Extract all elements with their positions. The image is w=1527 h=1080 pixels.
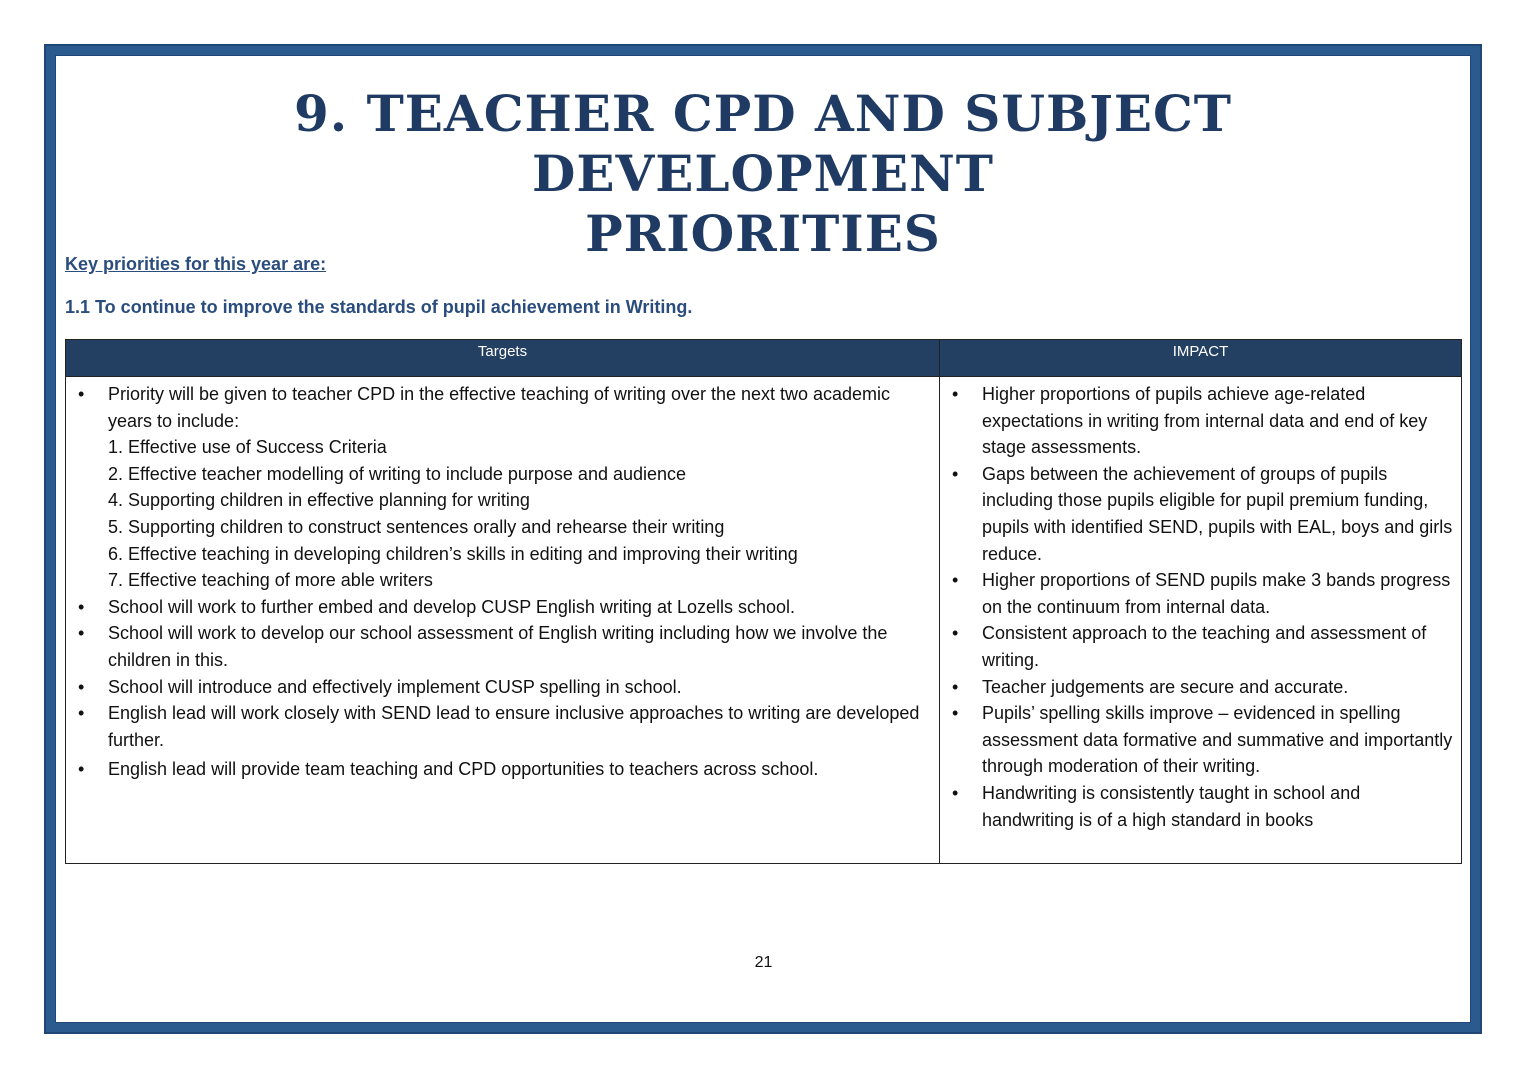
target-text: School will work to further embed and develop CUSP English writing at Lozells school. bbox=[108, 596, 796, 617]
targets-list bbox=[74, 381, 931, 783]
bullet-icon: • bbox=[78, 623, 85, 644]
bullet-icon: • bbox=[78, 596, 85, 617]
list-item bbox=[74, 674, 931, 701]
list-item bbox=[74, 700, 931, 753]
sub-item: 1. Effective use of Success Criteria bbox=[108, 437, 387, 458]
list-item bbox=[74, 594, 931, 621]
target-text: Priority will be given to teacher CPD in the effective teaching of writing over the next two academic years to include: bbox=[108, 384, 891, 431]
target-text: English lead will provide team teaching and CPD opportunities to teachers across school. bbox=[108, 759, 819, 780]
page-title bbox=[56, 84, 1470, 264]
list-item bbox=[948, 780, 1453, 833]
impact-text: Pupils’ spelling skills improve – evidenced in spelling assessment data formative and summative and importantly through moderation of their writing. bbox=[982, 703, 1453, 777]
targets-cell bbox=[66, 377, 940, 864]
sub-item: 5. Supporting children to construct sentences orally and rehearse their writing bbox=[108, 516, 725, 537]
bullet-icon: • bbox=[952, 463, 959, 484]
table-row bbox=[66, 377, 1462, 864]
impact-text: Higher proportions of pupils achieve age-related expectations in writing from internal data and end of key stage assessments. bbox=[982, 384, 1428, 458]
bullet-icon: • bbox=[78, 384, 85, 404]
bullet-icon: • bbox=[78, 759, 85, 780]
list-item bbox=[948, 567, 1453, 620]
list-item bbox=[948, 461, 1453, 567]
sub-item: 6. Effective teaching in developing children’s skills in editing and improving their writing bbox=[108, 543, 798, 564]
impact-text: Gaps between the achievement of groups of pupils including those pupils eligible for pupil premium funding, pupils with identified SEND, pupils with EAL, boys and girls reduce. bbox=[982, 463, 1453, 564]
impact-text: Higher proportions of SEND pupils make 3 bands progress on the continuum from internal data. bbox=[982, 570, 1451, 617]
list-item bbox=[948, 700, 1453, 780]
list-item bbox=[948, 620, 1453, 673]
page-number: 21 bbox=[754, 954, 773, 971]
list-item bbox=[74, 381, 931, 594]
targets-column-header: Targets bbox=[66, 340, 940, 377]
impact-text: Teacher judgements are secure and accurate. bbox=[982, 676, 1349, 697]
impact-text: Handwriting is consistently taught in school and handwriting is of a high standard in books bbox=[982, 782, 1361, 830]
list-item bbox=[948, 674, 1453, 701]
list-item bbox=[74, 620, 931, 673]
target-text: School will work to develop our school assessment of English writing including how we involve the children in this. bbox=[108, 623, 888, 670]
impact-text: Consistent approach to the teaching and assessment of writing. bbox=[982, 623, 1427, 670]
priority-subheading: 1.1 To continue to improve the standards of pupil achievement in Writing. bbox=[65, 297, 693, 317]
list-item bbox=[74, 756, 931, 783]
bullet-icon: • bbox=[952, 384, 959, 404]
target-text: English lead will work closely with SEND lead to ensure inclusive approaches to writing are developed further. bbox=[108, 703, 920, 750]
key-priorities-heading: Key priorities for this year are: bbox=[65, 254, 327, 274]
bullet-icon: • bbox=[952, 703, 959, 724]
page-title-line-1: 9. TEACHER CPD AND SUBJECT DEVELOPMENT bbox=[294, 84, 1232, 203]
bullet-icon: • bbox=[952, 570, 959, 591]
bullet-icon: • bbox=[952, 623, 959, 644]
impact-column-header: IMPACT bbox=[940, 340, 1462, 377]
impact-cell bbox=[940, 377, 1462, 864]
bullet-icon: • bbox=[952, 782, 959, 803]
impact-list bbox=[948, 381, 1453, 833]
sub-item: 2. Effective teacher modelling of writing to include purpose and audience bbox=[108, 463, 687, 484]
priorities-table bbox=[65, 339, 1462, 864]
list-item bbox=[948, 381, 1453, 461]
table-header-row bbox=[66, 340, 1462, 377]
bullet-icon: • bbox=[952, 676, 959, 697]
bullet-icon: • bbox=[78, 676, 85, 697]
sub-item: 7. Effective teaching of more able writers bbox=[108, 570, 433, 591]
page-title-line-2: PRIORITIES bbox=[585, 204, 941, 263]
sub-item: 4. Supporting children in effective planning for writing bbox=[108, 490, 530, 511]
target-text: School will introduce and effectively implement CUSP spelling in school. bbox=[108, 676, 682, 697]
bullet-icon: • bbox=[78, 703, 85, 724]
